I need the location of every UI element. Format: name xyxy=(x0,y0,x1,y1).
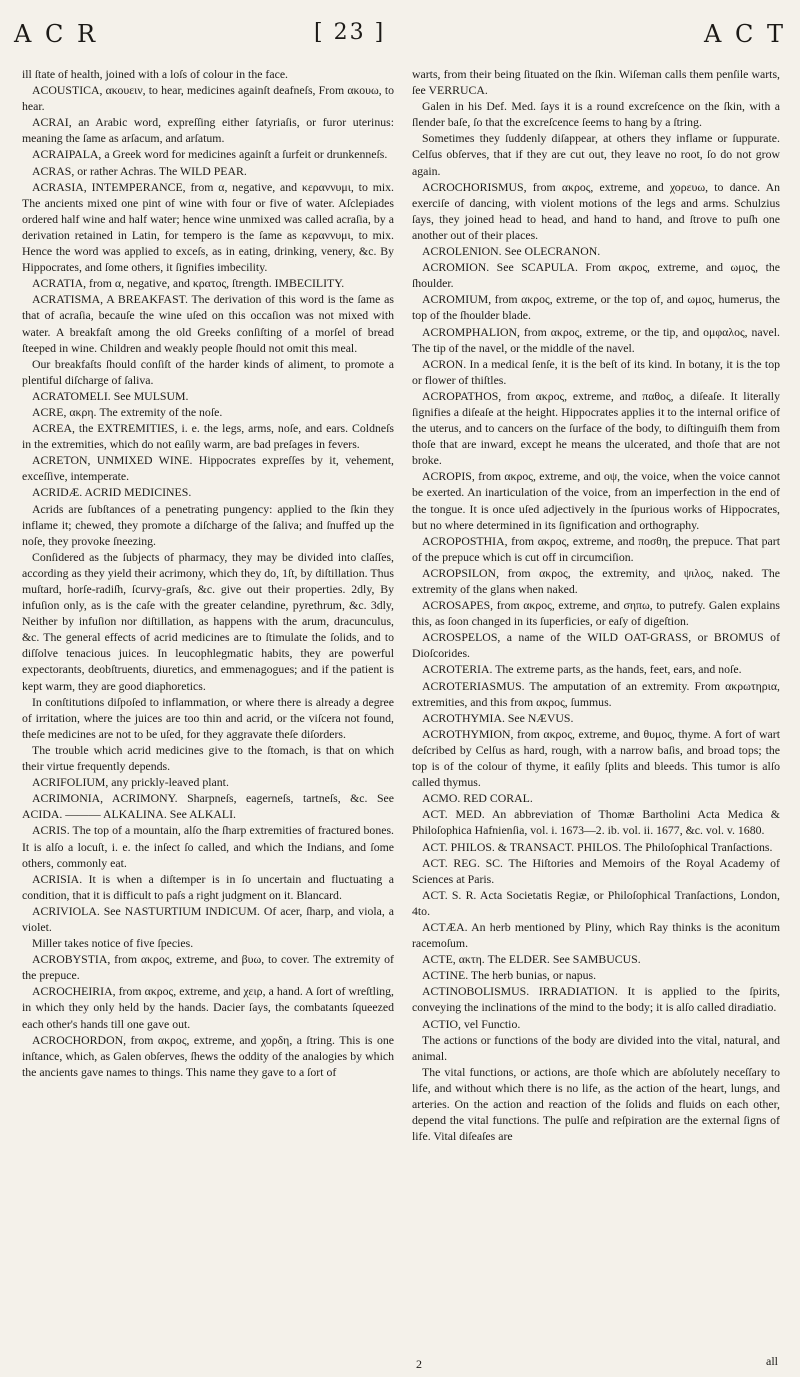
dictionary-entry: ACTINOBOLISMUS. IRRADIATION. It is applied to the ſpirits, conveying the inclinations of the mind to the body; it is alſo called diradiatio. xyxy=(412,984,780,1015)
dictionary-entry: ACTINE. The herb bunias, or napus. xyxy=(422,968,597,983)
dictionary-entry: ACROTHYMIA. See NÆVUS. xyxy=(422,710,574,725)
dictionary-entry: ACRIMONIA, ACRIMONY. Sharpneſs, eagerneſs, tartneſs, &c. See ACIDA. ——— ALKALINA. See ALKALI. xyxy=(22,791,394,822)
dictionary-entry: ACROPATHOS, from ακρος, extreme, and παθος, a diſeaſe. It literally ſignifies a diſeaſe at the height. Hippocrates applies it to the internal orifice of the uterus, and to cancers on the ſurface of the body, to diſtinguiſh them from thoſe that are inward, except he means the ulcerated, and thoſe that are not broke. xyxy=(412,388,780,468)
page-number: [ 23 ] xyxy=(314,20,386,45)
dictionary-entry: Sometimes they ſuddenly diſappear, at others they inflame or ſuppurate. Celſus obſerves, that if they are cut out, they leave no root, ſo do not grow again. xyxy=(412,131,780,178)
dictionary-entry: ACRATIA, from α, negative, and κρατος, ſtrength. IMBECILITY. xyxy=(32,276,345,291)
dictionary-entry: ACT. REG. SC. The Hiſtories and Memoirs of the Royal Academy of Sciences at Paris. xyxy=(412,855,780,886)
dictionary-entry: ACRISIA. It is when a diſtemper is in ſo uncertain and fluctuating a condition, that it is difficult to paſs a right judgment on it. Blancard. xyxy=(22,871,394,902)
dictionary-entry: ACROTERIA. The extreme parts, as the hands, feet, ears, and noſe. xyxy=(422,662,742,677)
dictionary-entry: warts, from their being ſituated on the ſkin. Wiſeman calls them penſile warts, ſee VERRUCA. xyxy=(412,67,780,98)
dictionary-entry: ACROTERIASMUS. The amputation of an extremity. From ακρωτηρια, extremities, and this from ακρος, ſummus. xyxy=(412,678,780,709)
right-column xyxy=(412,66,780,1367)
dictionary-entry: Miller takes notice of five ſpecies. xyxy=(32,936,194,951)
page-header xyxy=(14,6,786,52)
dictionary-entry: ill ſtate of health, joined with a loſs of colour in the face. xyxy=(22,67,289,81)
dictionary-entry: ACRE, ακρη. The extremity of the noſe. xyxy=(32,404,223,419)
dictionary-entry: ACTE, ακτη. The ELDER. See SAMBUCUS. xyxy=(422,952,641,967)
dictionary-entry: ACREA, the EXTREMITIES, i. e. the legs, arms, noſe, and ears. Coldneſs in the extremities, which do not eaſily warm, are bad preſages in fevers. xyxy=(22,421,394,452)
dictionary-entry: ACRIFOLIUM, any prickly-leaved plant. xyxy=(32,775,229,790)
dictionary-entry: ACROPOSTHIA, from ακρος, extreme, and ποσθη, the prepuce. That part of the prepuce which is cut off in circumciſion. xyxy=(412,533,780,564)
left-column xyxy=(22,66,394,1367)
dictionary-entry: The trouble which acrid medicines give to the ſtomach, is that on which their virtue frequently depends. xyxy=(22,742,394,774)
dictionary-entry: ACROCHEIRIA, from ακρος, extreme, and χειρ, a hand. A ſort of wreſtling, in which they only held by the hands. Dacier ſays, the combatants ſqueezed each other's hands till one gave out. xyxy=(22,984,394,1031)
dictionary-entry: Acrids are ſubſtances of a penetrating pungency: applied to the ſkin they inflame it; chewed, they promote a diſcharge of the ſaliva; and ſnuffed up the noſe, they provoke ſneezing. xyxy=(22,501,394,548)
dictionary-entry: In conſtitutions diſpoſed to inflammation, or where there is already a degree of irritation, where the juices are too thin and acrid, or the viſcera not found, theſe medicines are not to be uſed, for they aggravate theſe diſorders. xyxy=(22,694,394,741)
dictionary-entry: ACROMION. See SCAPULA. From ακρος, extreme, and ωμος, the ſhoulder. xyxy=(412,260,780,291)
dictionary-entry: ACROSPELOS, a name of the WILD OAT-GRASS, or BROMUS of Dioſcorides. xyxy=(412,630,780,661)
dictionary-entry: ACT. S. R. Acta Societatis Regiæ, or Philoſophical Tranſactions, London, 4to. xyxy=(412,887,780,918)
dictionary-entry: ACRAI, an Arabic word, expreſſing either ſatyriaſis, or furor uterinus: meaning the ſame as arſacum, and arſatum. xyxy=(22,115,394,146)
dictionary-entry: ACRATISMA, A BREAKFAST. The derivation of this word is the ſame as that of acraſia, becauſe the wine uſed on this occaſion was not mixed with water. A breakfaſt among the old Greeks conſiſting of a morſel of bread ſteeped in wine. Children and weakly people ſhould not omit this meal. xyxy=(22,292,394,355)
dictionary-entry: Conſidered as the ſubjects of pharmacy, they may be divided into claſſes, according as they yield their acrimony, which they do, 1ſt, by diſtillation. Thus muſtard, horſe-radiſh, ſcurvy-graſs, &c. give out their properties. 2dly, By infuſion only, as is the caſe with the greater celandine, pyrethrum, &c. 3dly, Neither by infuſion nor diſtillation, as happens with the arum, dracunculus, &c. The general effects of acrid medicines are to ſtimulate the ſolids, and to diſſolve tenacious juices. In leucophlegmatic habits, they are powerful expectorants, deobſtruents, diuretics, and emmenagogues; and if the patient is kept warm, they are good diaphoretics. xyxy=(22,549,394,693)
running-head-left: A C R xyxy=(14,20,99,48)
dictionary-entry: Our breakfaſts ſhould conſiſt of the harder kinds of aliment, to promote a plentiful diſcharge of ſaliva. xyxy=(22,356,394,387)
dictionary-entry: The actions or functions of the body are divided into the vital, natural, and animal. xyxy=(412,1032,780,1063)
dictionary-entry: ACROTHYMION, from ακρος, extreme, and θυμος, thyme. A fort of wart deſcribed by Celſus as hard, rough, with a narrow baſis, and broad tops; the top is of the colour of thyme, it eaſily ſplits and bleeds. This tumor is alſo called thymus. xyxy=(412,726,780,790)
dictionary-entry: ACRON. In a medical ſenſe, it is the beſt of its kind. In botany, it is the top or flower of thiſtles. xyxy=(412,356,780,387)
dictionary-entry: ACROBYSTIA, from ακρος, extreme, and βυω, to cover. The extremity of the prepuce. xyxy=(22,952,394,983)
running-head-right: A C T xyxy=(704,20,786,48)
dictionary-entry: ACRAS, or rather Achras. The WILD PEAR. xyxy=(32,163,247,178)
dictionary-entry: ACOUSTICA, ακουειν, to hear, medicines againſt deafneſs, From ακουω, to hear. xyxy=(22,83,394,114)
dictionary-entry: ACTÆA. An herb mentioned by Pliny, which Ray thinks is the aconitum racemoſum. xyxy=(412,919,780,951)
dictionary-entry: ACRIS. The top of a mountain, alſo the ſharp extremities of fractured bones. It is alſo a locuſt, i. e. the inſect ſo called, and which the Indians, and ſome others, commonly eat. xyxy=(22,823,394,870)
dictionary-entry: ACRATOMELI. See MULSUM. xyxy=(32,388,189,403)
dictionary-entry: The vital functions, or actions, are thoſe which are abſolutely neceſſary to life, and without which there is no life, as the action of the heart, lungs, and arteries. On the action and reaction of the ſolids and fluids on each other, depend the vital functions. The pulſe and reſpiration are the external ſigns of life. Vital diſeaſes are xyxy=(412,1064,780,1144)
dictionary-entry: ACT. PHILOS. & TRANSACT. PHILOS. The Philoſophical Tranſactions. xyxy=(422,839,773,854)
dictionary-entry: ACRETON, UNMIXED WINE. Hippocrates expreſſes by it, vehement, exceſſive, intemperate. xyxy=(22,453,394,484)
dictionary-entry: ACROMIUM, from ακρος, extreme, or the top of, and ωμος, humerus, the top of the ſhoulder blade. xyxy=(412,292,780,323)
dictionary-entry: ACRIDÆ. ACRID MEDICINES. xyxy=(32,485,192,500)
dictionary-entry: ACROSAPES, from ακρος, extreme, and σηπω, to putrefy. Galen explains this, as ſoon changed in its ſuperficies, or eaſy of digeſtion. xyxy=(412,598,780,629)
dictionary-entry: ACMO. RED CORAL. xyxy=(422,791,533,806)
dictionary-entry: ACROPIS, from ακρος, extreme, and οψ, the voice, when the voice cannot be exerted. An inarticulation of the voice, from an imperfection in the end of the tongue. It is once uſed adjectively in the ſpurious works of Hippocrates, but no where determined in its ſignification and orthography. xyxy=(412,469,780,532)
dictionary-entry: ACRIVIOLA. See NASTURTIUM INDICUM. Of acer, ſharp, and viola, a violet. xyxy=(22,903,394,934)
dictionary-entry: Galen in his Def. Med. ſays it is a round excreſcence on the ſkin, with a ſlender baſe, ſo that the excreſcence ſeems to hang by a ſtring. xyxy=(412,99,780,130)
dictionary-entry: ACTIO, vel Functio. xyxy=(422,1016,521,1031)
catchword: all xyxy=(766,1354,778,1368)
dictionary-entry: ACRASIA, INTEMPERANCE, from α, negative, and κεραννυμι, to mix. The ancients mixed one pint of wine with four or five of water. Aſclepiades ordered half wine and half water; hence wine unmixed was called acraſia, by a derivation retained in Latin, for tempero is the ſame as κεραννυμι, to mix. Hence the word was applied to exceſs, as in eating, drinking, venery, &c. By Hippocrates, and ſome others, it ſignifies imbecility. xyxy=(22,179,394,275)
dictionary-entry: ACROPSILON, from ακρος, the extremity, and ψιλος, naked. The extremity of the glans when naked. xyxy=(412,565,780,596)
dictionary-entry: ACROLENION. See OLECRANON. xyxy=(422,244,601,259)
signature-mark: 2 xyxy=(416,1357,422,1371)
dictionary-entry: ACROCHORDON, from ακρος, extreme, and χορδη, a ſtring. This is one inſtance, which, as Galen obſerves, ſhews the oddity of the analogies by which the ancients gave names to things. This name they gave to a ſort of xyxy=(22,1032,394,1079)
dictionary-entry: ACROCHORISMUS, from ακρος, extreme, and χορευω, to dance. An exerciſe of dancing, with violent motions of the legs and arms. Schulzius ſays, they joined head to head, and hand to hand, and ſtrove to puſh one another out of their places. xyxy=(412,179,780,242)
dictionary-entry: ACROMPHALION, from ακρος, extreme, or the tip, and ομφαλος, navel. The tip of the navel, or the middle of the navel. xyxy=(412,324,780,355)
dictionary-entry: ACT. MED. An abbreviation of Thomæ Bartholini Acta Medica & Philoſophica Hafnienſia, vol. i. 1673—2. ib. vol. ii. 1677, &c. vol. v. 1680. xyxy=(412,807,780,838)
dictionary-entry: ACRAIPALA, a Greek word for medicines againſt a ſurfeit or drunkenneſs. xyxy=(32,147,388,162)
